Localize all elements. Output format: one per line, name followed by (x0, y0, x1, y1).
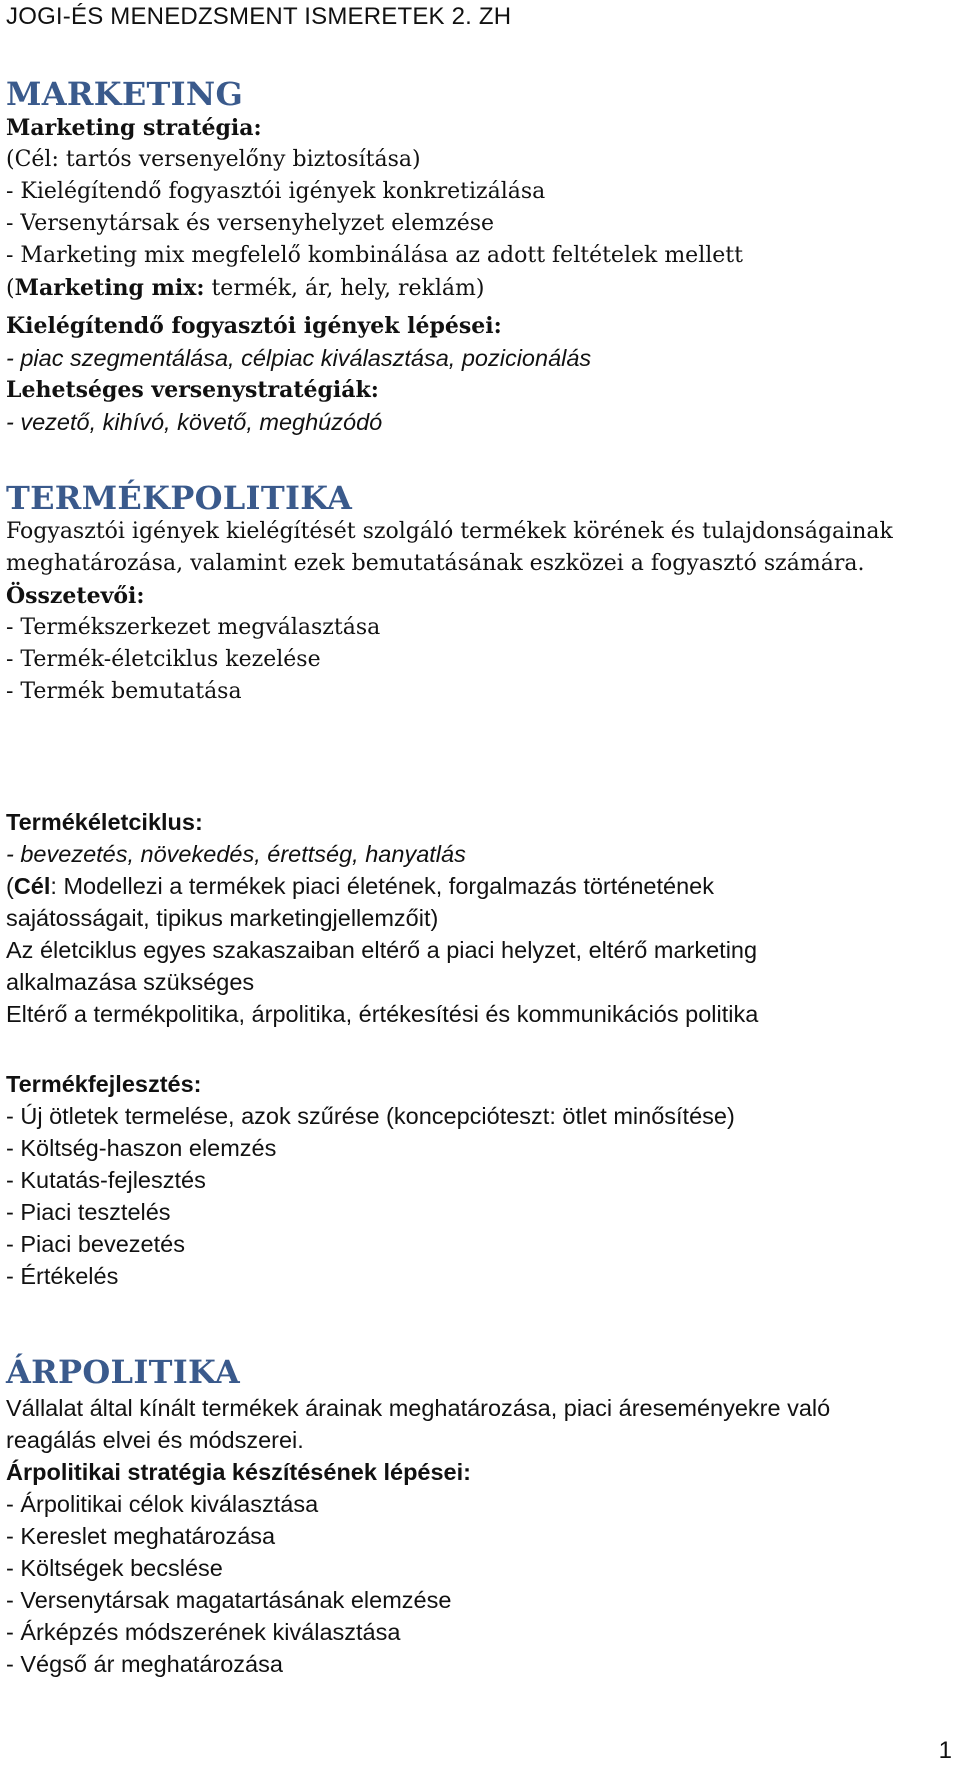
price-policy-section (6, 1392, 950, 1680)
steps-text: - piac szegmentálása, célpiac kiválasztása, pozicionálás (6, 345, 592, 371)
marketing-mix-open: ( (6, 276, 15, 301)
page-number: 1 (938, 1737, 952, 1764)
list-item: - Költségek becslése (6, 1555, 223, 1581)
marketing-steps-section (6, 310, 950, 438)
list-item: - Marketing mix megfelelő kombinálása az adott feltételek mellett (6, 243, 743, 268)
list-item: - Versenytársak és versenyhelyzet elemzése (6, 211, 495, 236)
price-policy-desc: Vállalat által kínált termékek árainak meghatározása, piaci áreseményekre való (6, 1395, 831, 1421)
lifecycle-goal-cont: sajátosságait, tipikus marketingjellemzőit) (6, 905, 439, 931)
lifecycle-stages: - bevezetés, növekedés, érettség, hanyatlás (6, 841, 466, 867)
lifecycle-goal-text: : Modellezi a termékek piaci életének, forgalmazás történetének (50, 873, 714, 899)
heading-price-policy: ÁRPOLITIKA (6, 1353, 240, 1391)
components-title: Összetevői: (6, 583, 145, 609)
list-item: - Új ötletek termelése, azok szűrése (koncepcióteszt: ötlet minősítése) (6, 1103, 735, 1129)
marketing-mix-line (6, 272, 950, 305)
list-item: - Árképzés módszerének kiválasztása (6, 1619, 401, 1645)
list-item: - Költség-haszon elemzés (6, 1135, 277, 1161)
product-policy-desc: Fogyasztói igények kielégítését szolgáló termékek körének és tulajdonságainak (6, 519, 893, 544)
price-policy-desc: reagálás elvei és módszerei. (6, 1427, 304, 1453)
price-steps-title: Árpolitikai stratégia készítésének lépései: (6, 1459, 471, 1485)
document-header: JOGI-ÉS MENEDZSMENT ISMERETEK 2. ZH (6, 3, 512, 30)
competitive-strategies-title: Lehetséges versenystratégiák: (6, 377, 379, 403)
list-item: - Végső ár meghatározása (6, 1651, 283, 1677)
lifecycle-section (6, 806, 950, 1030)
list-item: - Piaci tesztelés (6, 1199, 171, 1225)
list-item: - Piaci bevezetés (6, 1231, 185, 1257)
list-item: - Termék-életciklus kezelése (6, 647, 321, 672)
lifecycle-title: Termékéletciklus: (6, 809, 203, 835)
list-item: - Kutatás-fejlesztés (6, 1167, 206, 1193)
lifecycle-note: alkalmazása szükséges (6, 969, 255, 995)
lifecycle-goal (6, 870, 950, 902)
lifecycle-note: Az életciklus egyes szakaszaiban eltérő a piaci helyzet, eltérő marketing (6, 937, 758, 963)
lifecycle-goal-open: ( (6, 873, 14, 899)
heading-marketing: MARKETING (6, 75, 244, 113)
list-item: - Árpolitikai célok kiválasztása (6, 1491, 319, 1517)
heading-product-policy: TERMÉKPOLITIKA (6, 479, 353, 517)
marketing-mix-text: termék, ár, hely, reklám) (204, 276, 485, 301)
marketing-strategy-title: Marketing stratégia: (6, 115, 262, 141)
marketing-strategy-section (6, 112, 950, 305)
marketing-mix-label: Marketing mix: (14, 275, 205, 301)
development-section (6, 1068, 950, 1292)
list-item: - Kereslet meghatározása (6, 1523, 276, 1549)
steps-title: Kielégítendő fogyasztói igények lépései: (6, 313, 502, 339)
product-policy-desc: meghatározása, valamint ezek bemutatásának eszközei a fogyasztó számára. (6, 551, 865, 576)
list-item: - Kielégítendő fogyasztói igények konkretizálása (6, 179, 546, 204)
marketing-strategy-goal: (Cél: tartós versenyelőny biztosítása) (6, 147, 421, 172)
list-item: - Versenytársak magatartásának elemzése (6, 1587, 452, 1613)
list-item: - Termék bemutatása (6, 679, 242, 704)
lifecycle-goal-label: Cél (13, 873, 51, 899)
product-policy-section (6, 516, 950, 708)
list-item: - Termékszerkezet megválasztása (6, 615, 381, 640)
competitive-strategies-text: - vezető, kihívó, követő, meghúzódó (6, 409, 383, 435)
development-title: Termékfejlesztés: (6, 1071, 202, 1097)
lifecycle-note: Eltérő a termékpolitika, árpolitika, értékesítési és kommunikációs politika (6, 1001, 759, 1027)
list-item: - Értékelés (6, 1263, 119, 1289)
